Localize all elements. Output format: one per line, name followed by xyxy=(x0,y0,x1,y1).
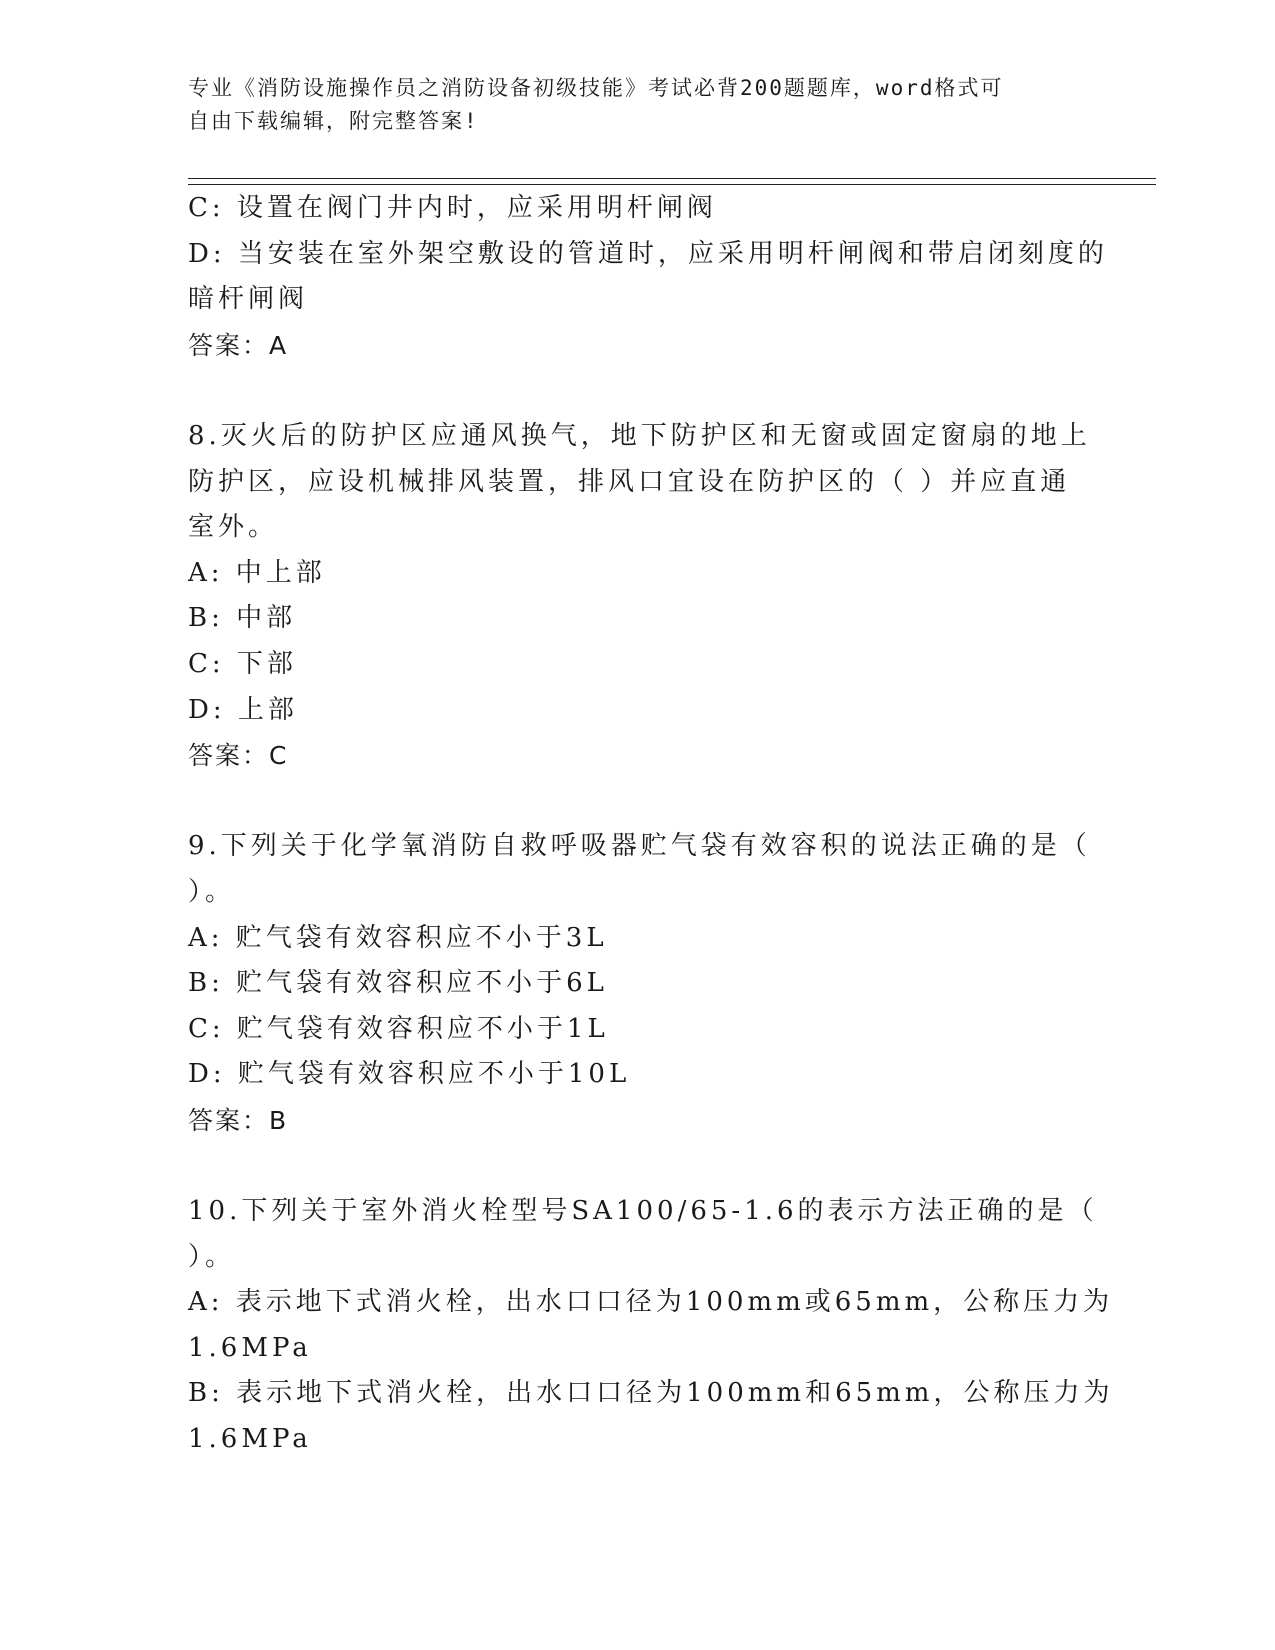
header-title-line-1: 专业《消防设施操作员之消防设备初级技能》考试必背200题题库，word格式可 xyxy=(188,76,1004,100)
option-b-continued: 1.6MPa xyxy=(188,1424,312,1455)
document-header xyxy=(188,72,1068,138)
question-8 xyxy=(188,414,1091,779)
option-c: C: 下部 xyxy=(188,648,297,679)
option-c: C: 贮气袋有效容积应不小于1L xyxy=(188,1013,609,1044)
answer-line: 答案：C xyxy=(188,741,289,771)
option-line: D: 当安装在室外架空敷设的管道时，应采用明杆闸阀和带启闭刻度的 xyxy=(188,238,1108,269)
option-d: D: 上部 xyxy=(188,694,298,725)
question-stem: 9.下列关于化学氧消防自救呼吸器贮气袋有效容积的说法正确的是（ xyxy=(188,831,1091,862)
option-a: A: 表示地下式消火栓，出水口口径为100mm或65mm，公称压力为 xyxy=(188,1287,1114,1318)
answer-line: 答案：A xyxy=(188,330,289,360)
spacer xyxy=(188,1143,1088,1189)
question-content xyxy=(188,186,1114,1463)
option-b: B: 中部 xyxy=(188,603,297,634)
answer-line: 答案：B xyxy=(188,1105,289,1135)
option-b: B: 贮气袋有效容积应不小于6L xyxy=(188,968,608,999)
spacer xyxy=(188,368,1088,414)
option-a: A: 贮气袋有效容积应不小于3L xyxy=(188,922,608,953)
question-9 xyxy=(188,824,1091,1143)
question-stem: 8.灭火后的防护区应通风换气，地下防护区和无窗或固定窗扇的地上 xyxy=(188,420,1091,451)
question-stem: ）。 xyxy=(188,876,236,907)
header-title-line-2: 自由下载编辑，附完整答案! xyxy=(188,109,479,133)
question-stem: 防护区，应设机械排风装置，排风口宜设在防护区的（ ）并应直通 xyxy=(188,466,1071,497)
question-10 xyxy=(188,1189,1114,1463)
option-b: B: 表示地下式消火栓，出水口口径为100mm和65mm，公称压力为 xyxy=(188,1378,1114,1409)
option-line: C: 设置在阀门井内时，应采用明杆闸阀 xyxy=(188,193,717,223)
continued-question xyxy=(188,186,1108,368)
option-line: 暗杆闸阀 xyxy=(188,284,309,315)
option-d: D: 贮气袋有效容积应不小于10L xyxy=(188,1059,631,1090)
spacer xyxy=(188,779,1088,825)
question-stem: 10.下列关于室外消火栓型号SA100/65-1.6的表示方法正确的是（ xyxy=(188,1196,1098,1227)
option-a: A: 中上部 xyxy=(188,557,326,588)
header-divider xyxy=(188,178,1156,185)
option-a-continued: 1.6MPa xyxy=(188,1332,312,1363)
question-stem: 室外。 xyxy=(188,512,279,543)
question-stem: ）。 xyxy=(188,1241,236,1272)
